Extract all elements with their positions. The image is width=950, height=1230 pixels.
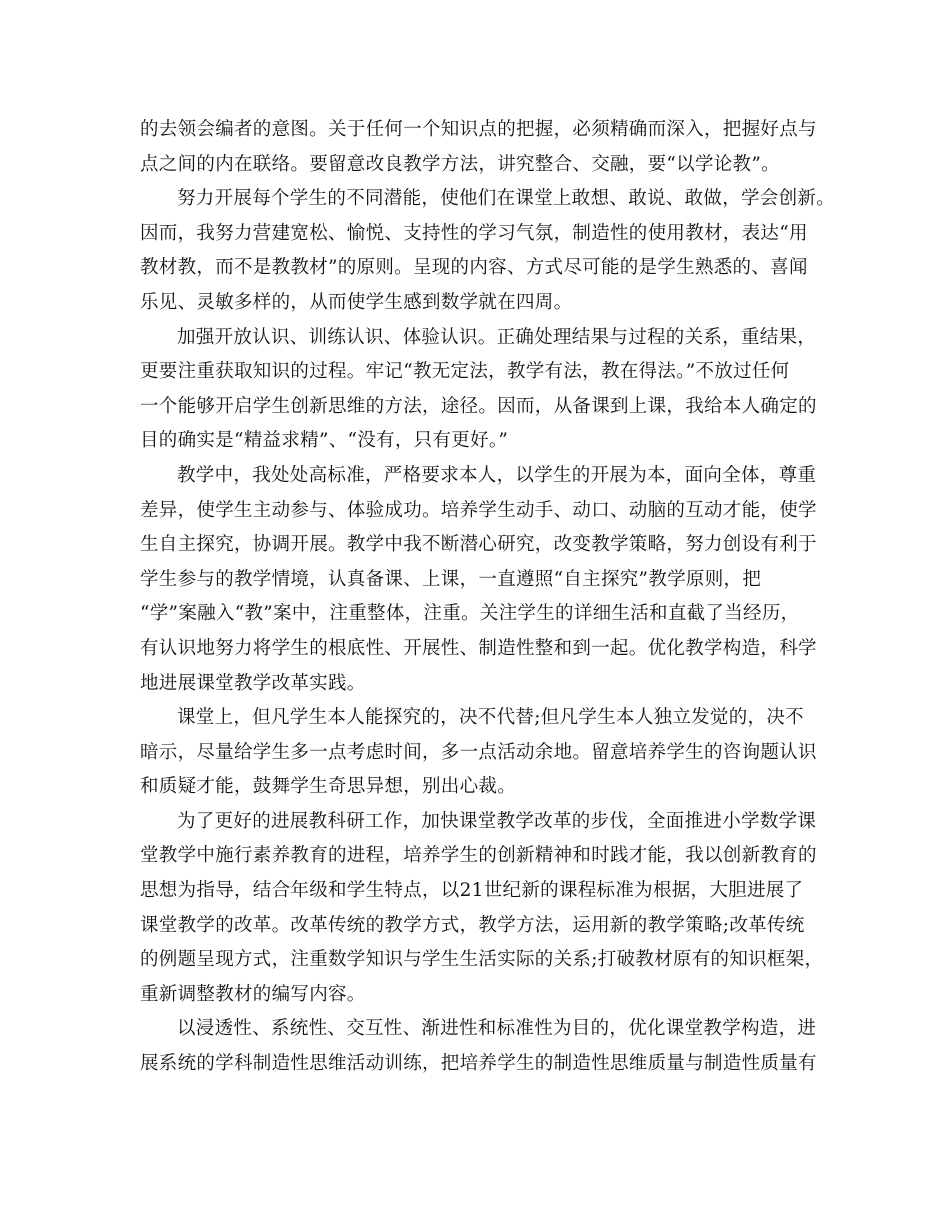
text-line: 地进展课堂教学改革实践。 — [140, 672, 366, 694]
paragraph — [140, 805, 830, 1013]
text-line: 因而，我努力营建宽松、愉悦、支持性的学习气氛，制造性的使用教材，表达“用 — [140, 222, 808, 244]
text-line: 和质疑才能，鼓舞学生奇思异想，别出心裁。 — [140, 776, 517, 798]
text-line: 努力开展每个学生的不同潜能，使他们在课堂上敢想、敢说、敢做，学会创新。 — [177, 188, 836, 210]
text-line: 课堂教学的改革。改革传统的教学方式，教学方法，运用新的教学策略;改革传统 — [140, 914, 805, 936]
text-line: 课堂上，但凡学生本人能探究的，决不代替;但凡学生本人独立发觉的，决不 — [177, 707, 804, 729]
text-line: 思想为指导，结合年级和学生特点，以21世纪新的课程标准为根据，大胆进展了 — [140, 880, 804, 902]
paragraph — [140, 321, 830, 459]
text-line: 乐见、灵敏多样的，从而使学生感到数学就在四周。 — [140, 291, 573, 313]
text-line: 教材教，而不是教教材”的原则。呈现的内容、方式尽可能的是学生熟悉的、喜闻 — [140, 257, 808, 279]
text-line: 生自主探究，协调开展。教学中我不断潜心研究，改变教学策略，努力创设有利于 — [140, 534, 817, 556]
text-line: 以浸透性、系统性、交互性、渐进性和标准性为目的，优化课堂教学构造，进 — [177, 1018, 817, 1040]
text-line: 一个能够开启学生创新思维的方法，途径。因而，从备课到上课，我给本人确定的 — [140, 395, 817, 417]
text-line: 差异，使学生主动参与、体验成功。培养学生动手、动口、动脑的互动才能，使学 — [140, 499, 817, 521]
text-line: “学”案融入“教”案中，注重整体，注重。关注学生的详细生活和直截了当经历， — [140, 603, 800, 625]
paragraph — [140, 1012, 830, 1081]
text-line: 堂教学中施行素养教育的进程，培养学生的创新精神和时践才能，我以创新教育的 — [140, 845, 817, 867]
text-line: 目的确实是“精益求精”、“没有，只有更好。” — [140, 430, 509, 452]
text-line: 有认识地努力将学生的根底性、开展性、制造性整和到一起。优化教学构造，科学 — [140, 637, 817, 659]
text-line: 教学中，我处处高标准，严格要求本人，以学生的开展为本，面向全体，尊重 — [177, 464, 817, 486]
document-body — [140, 113, 836, 1082]
text-line: 点之间的内在联络。要留意改良教学方法，讲究整合、交融，要“以学论教”。 — [140, 153, 780, 175]
text-line: 的例题呈现方式，注重数学知识与学生生活实际的关系;打破教材原有的知识框架， — [140, 949, 824, 971]
text-line: 展系统的学科制造性思维活动训练，把培养学生的制造性思维质量与制造性质量有 — [140, 1053, 817, 1075]
text-line: 更要注重获取知识的过程。牢记“教无定法，教学有法，教在得法。”不放过任何 — [140, 361, 790, 383]
text-line: 学生参与的教学情境，认真备课、上课，一直遵照“自主探究”教学原则，把 — [140, 568, 762, 590]
paragraph — [140, 459, 830, 701]
text-line: 暗示，尽量给学生多一点考虑时间，多一点活动余地。留意培养学生的咨询题认识 — [140, 741, 817, 763]
text-line: 重新调整教材的编写内容。 — [140, 983, 366, 1005]
paragraph — [140, 701, 830, 805]
paragraph — [140, 113, 830, 182]
paragraph — [140, 182, 836, 320]
text-line: 加强开放认识、训练认识、体验认识。正确处理结果与过程的关系，重结果， — [177, 326, 817, 348]
text-line: 的去领会编者的意图。关于任何一个知识点的把握，必须精确而深入，把握好点与 — [140, 119, 817, 140]
text-line: 为了更好的进展教科研工作，加快课堂教学改革的步伐，全面推进小学数学课 — [177, 810, 817, 832]
